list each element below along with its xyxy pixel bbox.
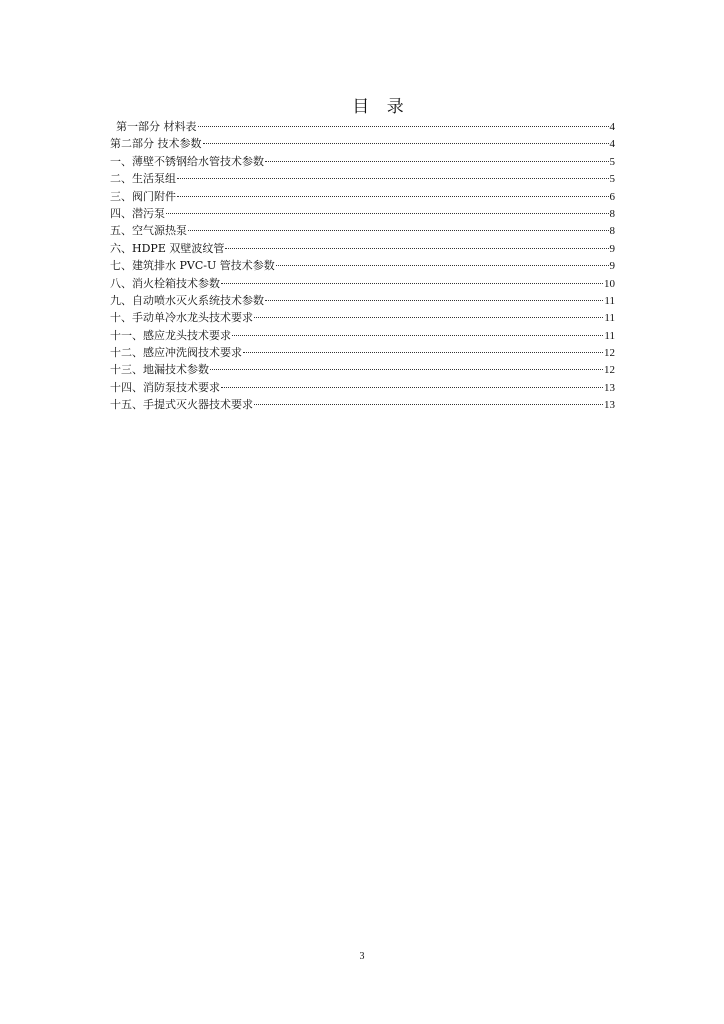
toc-entry-page: 11	[604, 294, 615, 307]
toc-entry-page: 12	[604, 364, 615, 377]
toc-entry-label: 五、空气源热泵	[110, 224, 187, 238]
toc-entry-page: 8	[609, 225, 615, 238]
toc-leader-dots	[265, 148, 609, 162]
toc-entry-label: 二、生活泵组	[110, 172, 176, 186]
toc-leader-dots	[232, 322, 603, 336]
toc-leader-dots	[254, 304, 603, 318]
toc-entry-label: 六、HDPE 双壁波纹管	[110, 241, 225, 255]
toc-entry-page: 4	[609, 138, 615, 151]
toc-entry-page: 11	[604, 329, 615, 342]
toc-entry-label: 七、建筑排水 PVC-U 管技术参数	[110, 259, 275, 273]
toc-entry-label: 四、潜污泵	[110, 206, 165, 220]
toc-leader-dots	[203, 130, 609, 144]
toc-entry-page: 5	[609, 173, 615, 186]
toc-entry-label: 十四、消防泵技术要求	[110, 380, 220, 394]
toc-leader-dots	[177, 183, 609, 197]
toc-leader-dots	[221, 270, 603, 284]
toc-leader-dots	[210, 356, 603, 370]
toc-entry-label: 十五、手提式灭火器技术要求	[110, 398, 253, 412]
toc-entry-label: 一、薄壁不锈钢给水管技术参数	[110, 154, 264, 168]
toc-entry-label: 三、阀门附件	[110, 189, 176, 203]
toc-entry-label: 十三、地漏技术参数	[110, 363, 209, 377]
toc-entry-page: 10	[604, 277, 615, 290]
table-of-contents	[110, 116, 615, 412]
toc-leader-dots	[225, 235, 608, 249]
toc-leader-dots	[243, 339, 603, 353]
page-number: 3	[359, 951, 365, 962]
toc-entry-page: 9	[609, 242, 615, 255]
toc-entry-label: 十二、感应冲洗阀技术要求	[110, 346, 242, 360]
toc-entry-page: 5	[609, 155, 615, 168]
toc-leader-dots	[276, 252, 609, 266]
toc-leader-dots	[188, 217, 609, 231]
toc-entry-page: 6	[609, 190, 615, 203]
toc-entry-label: 九、自动喷水灭火系统技术参数	[110, 293, 264, 307]
toc-entry-label: 第一部分 材料表	[116, 120, 197, 133]
toc-entry-label: 第二部分 技术参数	[110, 137, 202, 151]
toc-entry-label: 十一、感应龙头技术要求	[110, 328, 231, 342]
toc-entry-page: 13	[604, 399, 615, 412]
toc-leader-dots	[198, 113, 609, 127]
toc-entry-label: 十、手动单冷水龙头技术要求	[110, 311, 253, 325]
toc-entry-page: 4	[609, 121, 615, 133]
toc-entry-page: 9	[609, 260, 615, 273]
toc-entry-page: 12	[604, 347, 615, 360]
toc-leader-dots	[166, 200, 609, 214]
toc-entry-page: 13	[604, 381, 615, 394]
toc-entry[interactable]	[110, 394, 615, 411]
toc-leader-dots	[265, 287, 603, 301]
toc-entry-label: 八、消火栓箱技术参数	[110, 276, 220, 290]
toc-entry-page: 11	[604, 312, 615, 325]
toc-leader-dots	[221, 374, 603, 388]
toc-entry-page: 8	[609, 207, 615, 220]
toc-title: 目 录	[352, 97, 410, 117]
toc-leader-dots	[177, 165, 609, 179]
toc-leader-dots	[254, 391, 603, 405]
